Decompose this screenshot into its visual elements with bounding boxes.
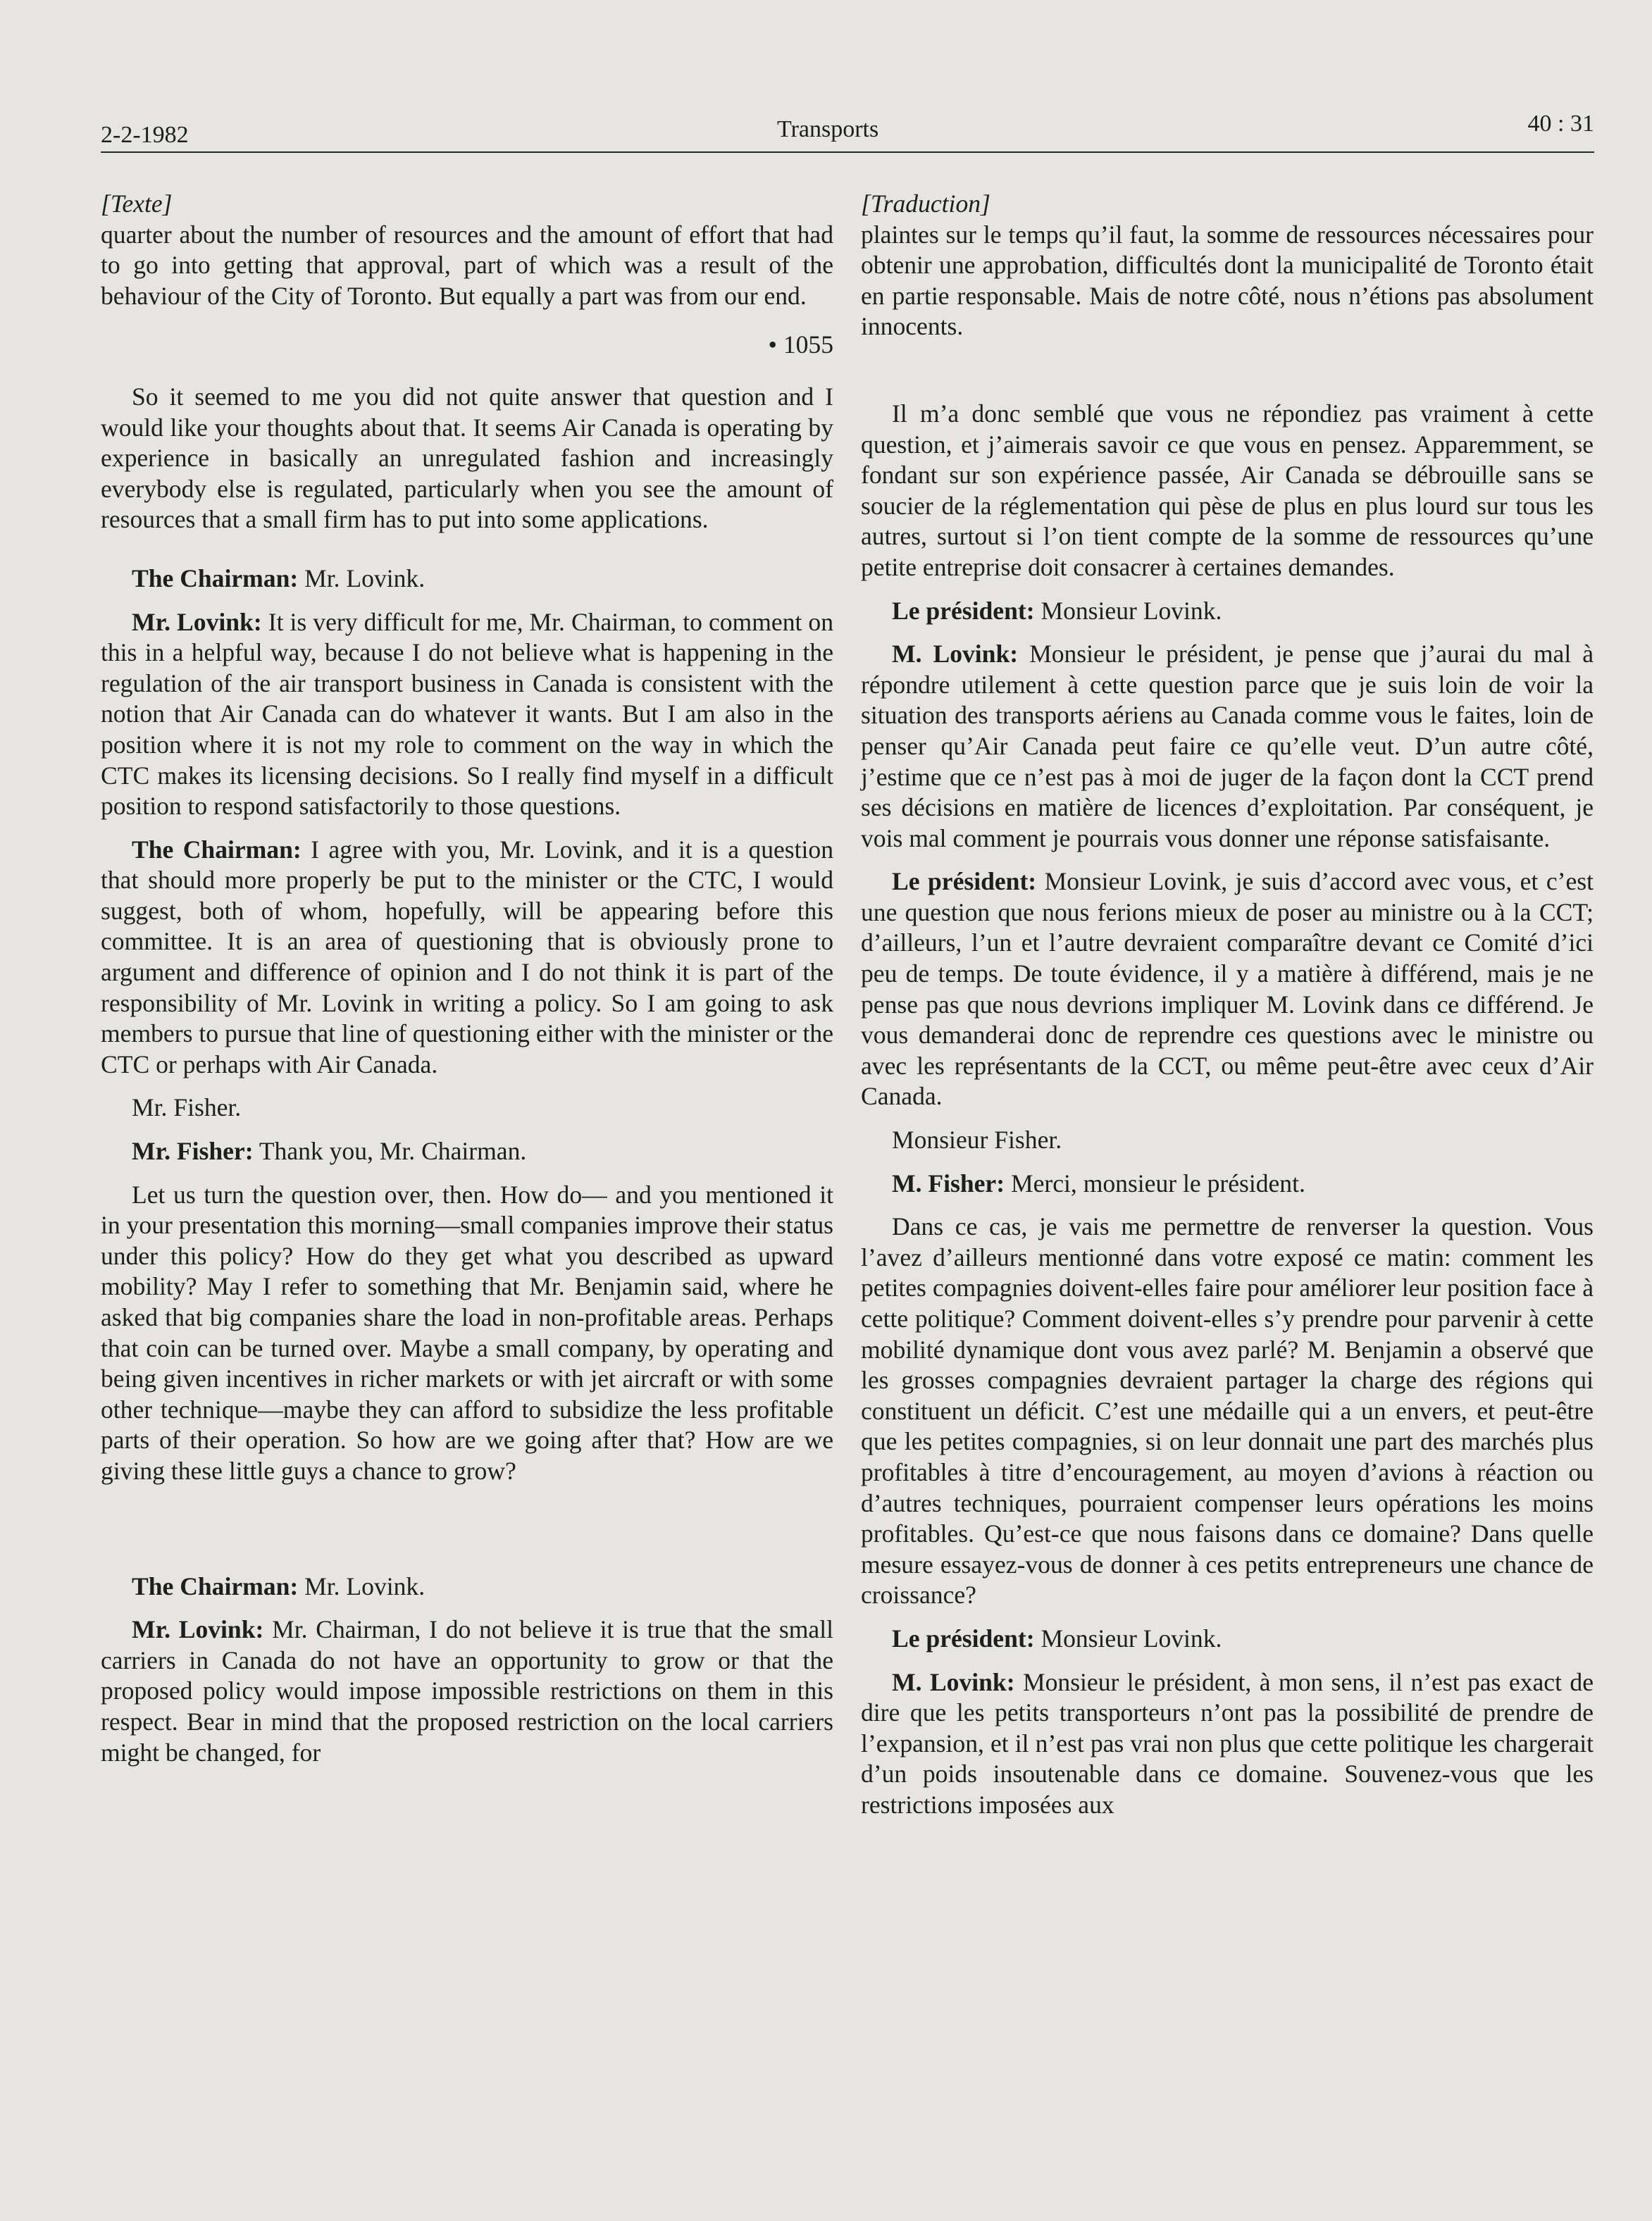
- speech-text: Monsieur Lovink.: [1034, 596, 1222, 625]
- speaker-name: M. Lovink:: [892, 640, 1019, 668]
- speaker-paragraph: [101, 1615, 833, 1768]
- speaker-paragraph: [861, 639, 1594, 854]
- speech-text: Merci, monsieur le président.: [1005, 1169, 1305, 1197]
- speaker-name: Le président:: [892, 596, 1035, 625]
- paragraph: Mr. Fisher.: [132, 1093, 242, 1122]
- speaker-name: Le président:: [892, 1624, 1035, 1653]
- speaker-paragraph: [861, 596, 1594, 627]
- speaker-name: M. Lovink:: [892, 1667, 1015, 1696]
- speaker-paragraph: [101, 564, 833, 595]
- speaker-paragraph: [101, 1572, 833, 1603]
- speaker-name: Mr. Fisher:: [132, 1137, 254, 1166]
- paragraph: plaintes sur le temps qu’il faut, la somme de ressources nécessaires pour obtenir une approbation, difficultés dont la municipalité de Toronto était en partie responsable. Mais de notre côté, nous n’étions pas absolument innocents.: [861, 220, 1594, 341]
- speaker-name: The Chairman:: [132, 564, 299, 592]
- paragraph: Il m’a donc semblé que vous ne répondiez pas vraiment à cette question, et j’aimerais savoir ce que vous en pensez. Apparemment, se fondant sur son expérience passée, Air Canada se débrouille sans se soucier de la réglementation qui pèse de plus en plus lourd sur tous les autres, surtout si l’on tient compte de la somme de ressources qu’une petite entreprise doit consacrer à certaines demandes.: [861, 399, 1594, 581]
- page-header: [101, 109, 1594, 153]
- speech-text: Monsieur Lovink, je suis d’accord avec vous, et c’est une question que nous ferions mieux de poser au ministre ou à la CCT; d’ailleurs, l’un et l’autre devraient comparaître devant ce Comité d’ici peu de temps. De toute évidence, il y a matière à différend, mais je ne pense pas que nous devrions impliquer M. Lovink dans ce différend. Je vous demanderai donc de reprendre ces questions avec le ministre ou avec les représentants de la CCT, ou même peut-être avec ceux d’Air Canada.: [861, 867, 1594, 1111]
- language-marker: [Texte]: [101, 189, 173, 218]
- speaker-paragraph: [861, 1624, 1594, 1655]
- speech-text: Mr. Lovink.: [298, 1572, 426, 1600]
- speaker-paragraph: [861, 1667, 1594, 1821]
- speech-text: Monsieur Lovink.: [1034, 1624, 1222, 1653]
- speaker-name: Mr. Lovink:: [132, 1615, 264, 1644]
- speech-text: I agree with you, Mr. Lovink, and it is a question that should more properly be put to the minister or the CTC, I would suggest, both of whom, hopefully, will be appearing before this committee. It is an area of questioning that is obviously prone to argument and difference of opinion and I do not think it is part of the responsibility of Mr. Lovink in writing a policy. So I am going to ask members to pursue that line of questioning either with the minister or the CTC or perhaps with Air Canada.: [101, 835, 833, 1078]
- speaker-name: Le président:: [892, 867, 1037, 896]
- header-page-number: 40 : 31: [1527, 111, 1594, 137]
- speaker-name: Mr. Lovink:: [132, 607, 262, 636]
- speech-text: Mr. Chairman, I do not believe it is true that the small carriers in Canada do not have an opportunity to grow or that the proposed policy would impose impossible restrictions on them in this respect. Bear in mind that the proposed restriction on the local carriers might be changed, for: [101, 1615, 833, 1767]
- right-column-french: [861, 189, 1594, 1821]
- paragraph: quarter about the number of resources and the amount of effort that had to go into getting that approval, part of which was a result of the behaviour of the City of Toronto. But equally a part was from our end.: [101, 220, 833, 310]
- speaker-name: The Chairman:: [132, 835, 302, 864]
- speech-text: Thank you, Mr. Chairman.: [253, 1137, 527, 1166]
- speech-text: Monsieur le président, je pense que j’aurai du mal à répondre utilement à cette question parce que je suis loin de voir la situation des transports aériens au Canada comme vous le faites, loin de penser qu’Air Canada peut faire ce qu’elle veut. D’un autre côté, j’estime que ce n’est pas à moi de juger de la façon dont la CCT prend ses décisions en matière de licences d’exploitation. Par conséquent, je vois mal comment je pourrais vous donner une réponse satisfaisante.: [861, 640, 1594, 852]
- speech-text: Monsieur le président, à mon sens, il n’est pas exact de dire que les petits transporteurs n’ont pas la possibilité de prendre de l’expansion, et il n’est pas vrai non plus que cette politique les chargerait d’un poids insoutenable dans ce domaine. Souvenez-vous que les restrictions imposées aux: [861, 1667, 1594, 1819]
- header-title: Transports: [777, 116, 879, 142]
- speaker-paragraph: [861, 866, 1594, 1112]
- paragraph: So it seemed to me you did not quite answer that question and I would like your thoughts about that. It seems Air Canada is operating by experience in basically an unregulated fashion and increasingly everybody else is regulated, particularly when you see the amount of resources that a small firm has to put into some applications.: [101, 382, 833, 534]
- paragraph: Dans ce cas, je vais me permettre de renverser la question. Vous l’avez d’ailleurs mentionné dans votre exposé ce matin: comment les petites compagnies doivent-elles faire pour améliorer leur position face à cette politique? Comment doivent-elles s’y prendre pour parvenir à cette mobilité dynamique dont vous avez parlé? M. Benjamin a observé que les grosses compagnies devraient partager la charge des régions qui constituent un déficit. C’est une médaille qui a un envers, et peut-être que les petites compagnies, si on leur donnait une part des marchés plus profitables à titre d’encouragement, au moyen d’avions à réaction ou d’autres techniques, pourraient compenser leurs opérations les moins profitables. Qu’est-ce que nous faisons dans ce domaine? Dans quelle mesure essayez-vous de donner à ces petits entrepreneurs une chance de croissance?: [861, 1212, 1594, 1610]
- timestamp: • 1055: [768, 330, 833, 359]
- paragraph: Monsieur Fisher.: [892, 1126, 1062, 1155]
- speech-text: It is very difficult for me, Mr. Chairman, to comment on this in a helpful way, because I do not believe what is happening in the regulation of the air transport business in Canada is consistent with the notion that Air Canada can do whatever it wants. But I am also in the position where it is not my role to comment on the way in which the CTC makes its licensing decisions. So I really find myself in a difficult position to respond satisfactorily to those questions.: [101, 607, 833, 821]
- language-marker: [Traduction]: [861, 189, 990, 218]
- speech-text: Mr. Lovink.: [298, 564, 426, 592]
- header-date: 2-2-1982: [101, 122, 189, 148]
- speaker-name: M. Fisher:: [892, 1169, 1005, 1197]
- left-column-english: [101, 189, 833, 1768]
- speaker-name: The Chairman:: [132, 1572, 299, 1600]
- paragraph: Let us turn the question over, then. How do— and you mentioned it in your presentation this morning—small companies improve their status under this policy? How do they get what you described as upward mobility? May I refer to something that Mr. Benjamin said, where he asked that big companies share the load in non-profitable areas. Perhaps that coin can be turned over. Maybe a small company, by operating and being given incentives in richer markets or with jet aircraft or with some other technique—maybe they can afford to subsidize the less profitable parts of their operation. So how are we going after that? How are we giving these little guys a chance to grow?: [101, 1180, 833, 1485]
- speaker-paragraph: [861, 1169, 1594, 1200]
- speaker-paragraph: [101, 607, 833, 822]
- speaker-paragraph: [101, 835, 833, 1081]
- speaker-paragraph: [101, 1136, 833, 1167]
